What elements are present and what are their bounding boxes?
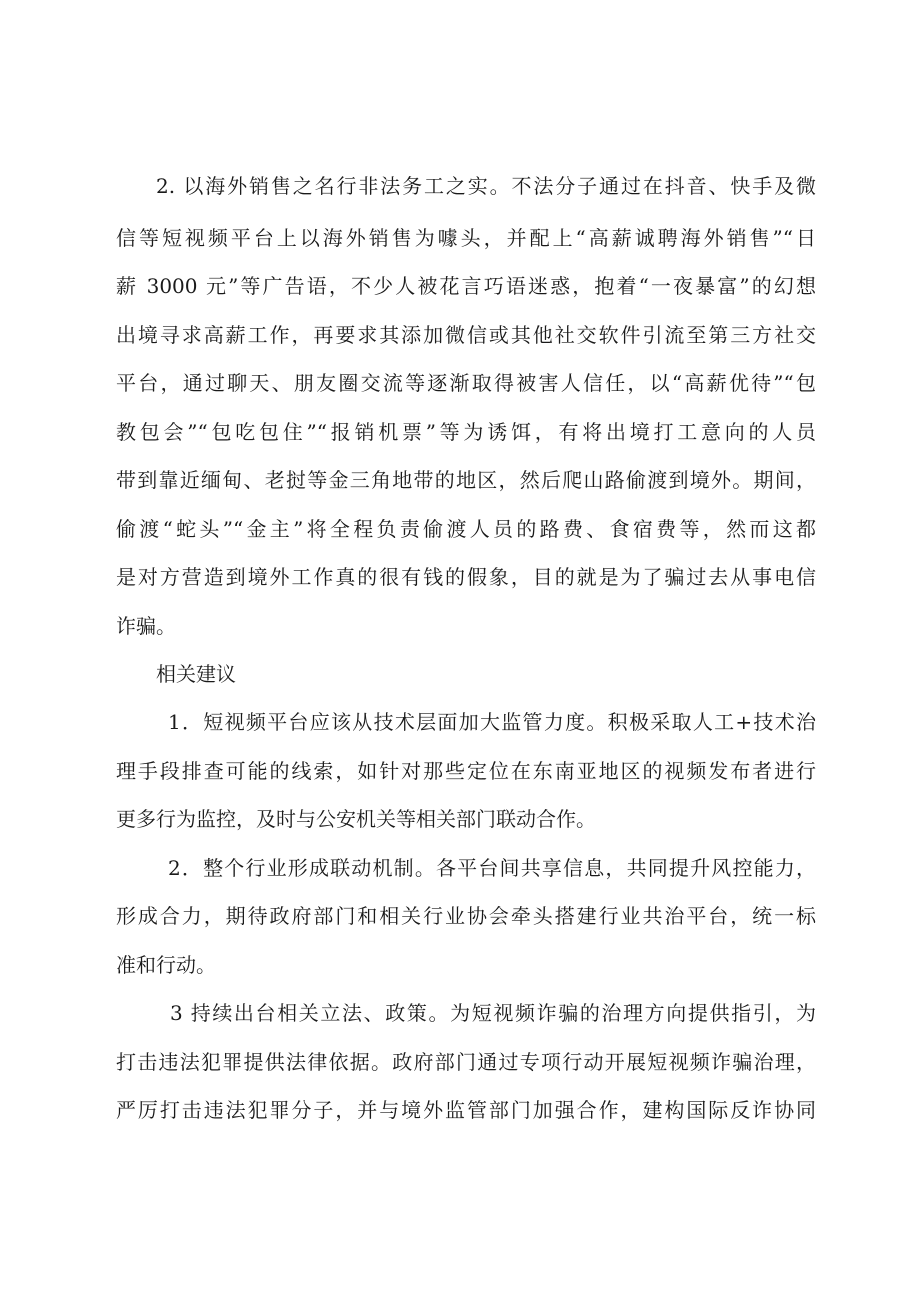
paragraph-2-line-2: 理手段排查可能的线索，如针对那些定位在东南亚地区的视频发布者进行 bbox=[116, 759, 816, 783]
paragraph-1-line-5: 平台，通过聊天、朋友圈交流等逐渐取得被害人信任，以“高薪优待”“包 bbox=[116, 371, 816, 395]
paragraph-1-line-2: 信等短视频平台上以海外销售为噱头，并配上“高薪诚聘海外销售”“日 bbox=[116, 226, 816, 250]
paragraph-3-line-3: 准和行动。 bbox=[116, 953, 216, 977]
section-heading: 相关建议 bbox=[156, 662, 236, 686]
paragraph-1-line-1: 2. 以海外销售之名行非法务工之实。不法分子通过在抖音、快手及微 bbox=[156, 174, 816, 198]
paragraph-2-line-1: 1．短视频平台应该从技术层面加大监管力度。积极采取人工+技术治 bbox=[168, 710, 816, 734]
paragraph-1-line-10: 诈骗。 bbox=[116, 614, 176, 638]
paragraph-3-line-2: 形成合力，期待政府部门和相关行业协会牵头搭建行业共治平台，统一标 bbox=[116, 904, 816, 928]
paragraph-4-line-2: 打击违法犯罪提供法律依据。政府部门通过专项行动开展短视频诈骗治理， bbox=[116, 1050, 816, 1074]
paragraph-3-line-1: 2．整个行业形成联动机制。各平台间共享信息，共同提升风控能力， bbox=[168, 856, 816, 880]
paragraph-2-line-3: 更多行为监控，及时与公安机关等相关部门联动合作。 bbox=[116, 807, 596, 831]
paragraph-4-line-1: 3 持续出台相关立法、政策。为短视频诈骗的治理方向提供指引，为 bbox=[170, 1001, 816, 1025]
paragraph-4-line-3: 严厉打击违法犯罪分子，并与境外监管部门加强合作，建构国际反诈协同 bbox=[116, 1098, 816, 1122]
paragraph-1-line-9: 是对方营造到境外工作真的很有钱的假象，目的就是为了骗过去从事电信 bbox=[116, 565, 816, 589]
paragraph-1-line-7: 带到靠近缅甸、老挝等金三角地带的地区，然后爬山路偷渡到境外。期间， bbox=[116, 468, 816, 492]
paragraph-1-line-8: 偷渡“蛇头”“金主”将全程负责偷渡人员的路费、食宿费等，然而这都 bbox=[116, 517, 816, 541]
paragraph-1-line-4: 出境寻求高薪工作，再要求其添加微信或其他社交软件引流至第三方社交 bbox=[116, 323, 816, 347]
paragraph-1-line-6: 教包会”“包吃包住”“报销机票”等为诱饵，有将出境打工意向的人员 bbox=[116, 420, 816, 444]
paragraph-1-line-3: 薪 3000 元”等广告语，不少人被花言巧语迷惑，抱着“一夜暴富”的幻想 bbox=[116, 274, 816, 298]
